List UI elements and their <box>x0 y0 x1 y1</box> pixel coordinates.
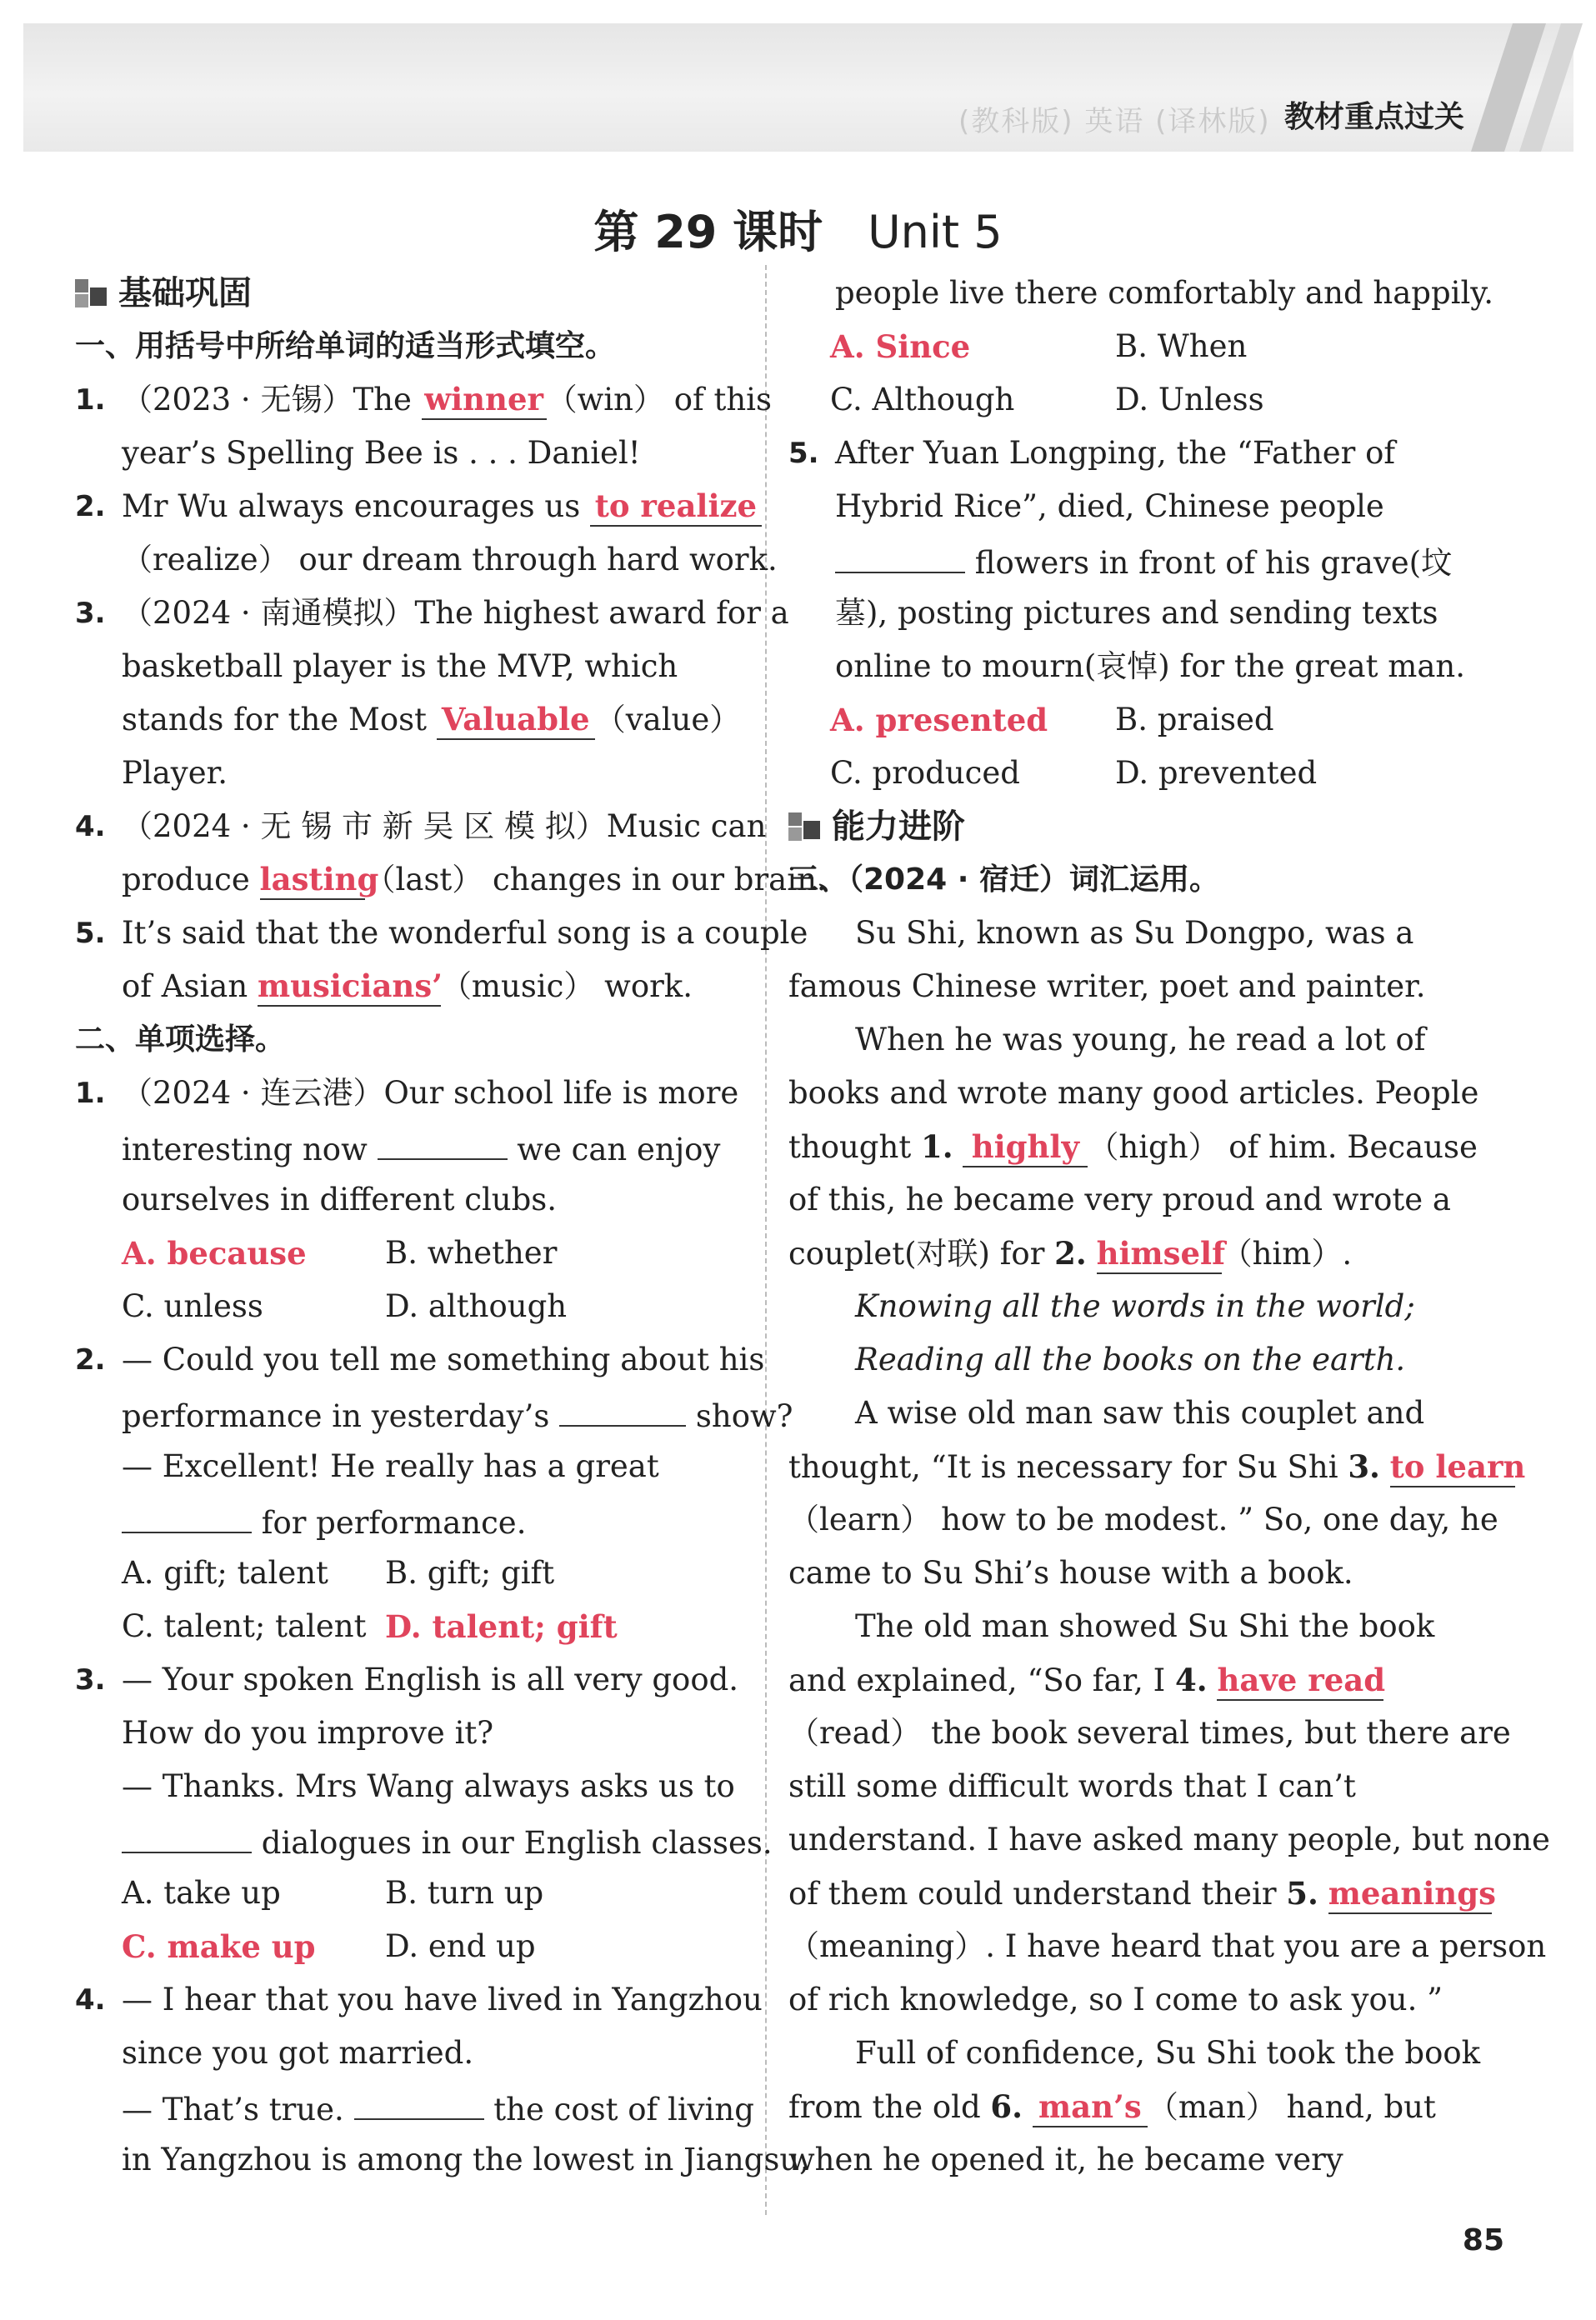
answer-blank[interactable] <box>354 2080 484 2120</box>
option-a[interactable]: A. take up <box>122 1875 281 1911</box>
answer-blank[interactable]: musicians’ <box>258 967 441 1007</box>
page-number: 85 <box>1462 2223 1504 2258</box>
answer-blank[interactable] <box>122 1813 252 1853</box>
question-text: dialogues in our English classes. <box>75 1813 758 1867</box>
choice-question-2: 2. — Could you tell me something about his <box>75 1342 765 1378</box>
passage-line: The old man showed Su Shi the book <box>855 1608 1435 1644</box>
question-text: — That’s true. the cost of living <box>75 2080 758 2133</box>
choice-question-1: 1. （2024 · 连云港）Our school life is more <box>75 1075 739 1111</box>
option-c[interactable]: C. Although <box>830 382 1015 418</box>
answer-blank[interactable]: to realize <box>590 487 762 527</box>
fill-question-3: 3. （2024 · 南通模拟）The highest award for a <box>75 595 789 631</box>
passage-line: A wise old man saw this couplet and <box>855 1395 1425 1431</box>
question-text: basketball player is the MVP, which <box>122 648 678 684</box>
answer-blank[interactable]: highly <box>963 1128 1088 1168</box>
fill-question-1: 1. （2023 · 无锡）The winner（win） of this <box>75 373 758 427</box>
passage-line: came to Su Shi’s house with a book. <box>788 1555 1353 1591</box>
option-d[interactable]: D. Unless <box>1115 382 1264 418</box>
passage-line: of them could understand their 5. meanings <box>788 1867 1460 1920</box>
question-text: Hybrid Rice”, died, Chinese people <box>835 488 1384 524</box>
passage-line: books and wrote many good articles. People <box>788 1075 1479 1111</box>
option-c[interactable]: C. talent; talent <box>122 1608 367 1644</box>
question-text: performance in yesterday’s show? <box>75 1387 758 1440</box>
part3-heading: 三、（2024 · 宿迁）词汇运用。 <box>788 862 1219 897</box>
options-row <box>75 1547 758 1600</box>
passage-line: when he opened it, he became very <box>788 2142 1343 2178</box>
options-row <box>788 693 1460 747</box>
fill-question-2: 2. Mr Wu always encourages us to realize <box>75 480 758 533</box>
options-row <box>75 1600 758 1653</box>
option-c-correct[interactable]: C. make up <box>122 1928 316 1965</box>
choice-question-4: 4. — I hear that you have lived in Yangzhou <box>75 1982 763 2018</box>
section-icon <box>75 279 108 308</box>
question-text: — Thanks. Mrs Wang always asks us to <box>122 1768 735 1804</box>
passage-line: of this, he became very proud and wrote a <box>788 1182 1451 1218</box>
part1-heading: 一、用括号中所给单词的适当形式填空。 <box>75 329 616 363</box>
section-basic-title: 基础巩固 <box>118 274 252 312</box>
passage-line: （meaning）. I have heard that you are a person <box>788 1928 1547 1964</box>
choice-question-3: 3. — Your spoken English is all very good. <box>75 1662 739 1698</box>
question-text: — Excellent! He really has a great <box>122 1448 659 1484</box>
question-text: people live there comfortably and happily. <box>835 275 1494 311</box>
passage-line: When he was young, he read a lot of <box>855 1022 1426 1058</box>
answer-blank[interactable]: Valuable <box>437 700 595 740</box>
option-c[interactable]: C. produced <box>830 755 1020 791</box>
answer-blank[interactable] <box>835 533 965 573</box>
option-b[interactable]: B. turn up <box>385 1875 544 1911</box>
answer-blank[interactable]: to learn <box>1390 1448 1515 1488</box>
option-a-correct[interactable]: A. presented <box>830 702 1048 738</box>
question-text: How do you improve it? <box>122 1715 494 1751</box>
question-text: Player. <box>122 755 228 791</box>
options-row <box>788 373 1460 427</box>
lesson-number: 第 29 课时 <box>593 206 823 258</box>
option-d[interactable]: D. end up <box>385 1928 536 1964</box>
question-text: produce lasting（last） changes in our brain. <box>75 853 758 907</box>
options-row <box>75 1280 758 1333</box>
options-row <box>75 1920 758 1973</box>
passage-line: from the old 6. man’s （man） hand, but <box>788 2080 1460 2133</box>
passage-line: （read） the book several times, but there are <box>788 1715 1511 1751</box>
left-column <box>75 267 827 2187</box>
choice-question-5: 5. After Yuan Longping, the “Father of <box>788 435 1396 471</box>
option-d[interactable]: D. prevented <box>1115 755 1318 791</box>
question-text: ourselves in different clubs. <box>122 1182 558 1218</box>
section-basic <box>75 267 758 320</box>
lesson-title <box>0 197 1596 261</box>
answer-blank[interactable] <box>378 1120 508 1160</box>
header-title: 教材重点过关 <box>1283 100 1464 134</box>
section-icon <box>788 812 822 841</box>
passage-line: famous Chinese writer, poet and painter. <box>788 968 1426 1004</box>
option-b[interactable]: B. whether <box>385 1235 558 1271</box>
passage-line: Full of confidence, Su Shi took the book <box>855 2035 1481 2071</box>
answer-blank[interactable]: have read <box>1217 1661 1383 1701</box>
option-c[interactable]: C. unless <box>122 1288 263 1324</box>
option-a-correct[interactable]: A. Since <box>830 328 971 365</box>
options-row <box>75 1867 758 1920</box>
passage-line: thought, “It is necessary for Su Shi 3. to learn <box>788 1440 1460 1493</box>
section-advanced-title: 能力进阶 <box>832 808 965 846</box>
couplet-line: Reading all the books on the earth. <box>855 1342 1406 1378</box>
part2-heading: 二、单项选择。 <box>75 1022 286 1057</box>
fill-question-5: 5. It’s said that the wonderful song is a couple <box>75 915 808 951</box>
options-row <box>75 1227 758 1280</box>
question-text: year’s Spelling Bee is . . . Daniel! <box>122 435 641 471</box>
options-row <box>788 747 1460 800</box>
passage-line: understand. I have asked many people, but none <box>788 1822 1550 1858</box>
option-b[interactable]: B. When <box>1115 328 1248 364</box>
answer-blank[interactable] <box>559 1387 686 1427</box>
passage-line: thought 1. highly （high） of him. Because <box>788 1120 1460 1173</box>
answer-blank[interactable]: man’s <box>1033 2088 1148 2128</box>
fill-question-4: 4. （2024 · 无 锡 市 新 吴 区 模 拟）Music can <box>75 808 767 844</box>
passage-line: of rich knowledge, so I come to ask you. ” <box>788 1982 1443 2018</box>
section-advanced <box>788 800 1460 853</box>
options-row <box>788 320 1460 373</box>
option-a[interactable]: A. gift; talent <box>122 1555 328 1591</box>
option-a-correct[interactable]: A. because <box>122 1235 307 1272</box>
passage-line: still some difficult words that I can’t <box>788 1768 1356 1804</box>
answer-blank[interactable]: lasting <box>260 860 365 900</box>
passage-line: and explained, “So far, I 4. have read <box>788 1653 1460 1707</box>
option-b[interactable]: B. gift; gift <box>385 1555 555 1591</box>
header-faded-text: (教科版) 英语 (译林版) <box>958 105 1271 138</box>
question-text: 墓), posting pictures and sending texts <box>835 595 1438 631</box>
question-text: stands for the Most Valuable （value） <box>75 693 758 747</box>
question-text: for performance. <box>75 1493 758 1547</box>
passage-line: （learn） how to be modest. ” So, one day, he <box>788 1502 1498 1538</box>
right-column <box>788 267 1550 2187</box>
answer-blank[interactable] <box>122 1493 252 1533</box>
question-text: of Asian musicians’（music） work. <box>75 960 758 1013</box>
question-text: （realize） our dream through hard work. <box>122 542 778 578</box>
option-b[interactable]: B. praised <box>1115 702 1274 738</box>
couplet-line: Knowing all the words in the world; <box>855 1288 1415 1324</box>
question-text: flowers in front of his grave(坟 <box>788 533 1460 587</box>
answer-blank[interactable]: himself <box>1097 1234 1222 1274</box>
question-text: since you got married. <box>122 2035 474 2071</box>
option-d[interactable]: D. although <box>385 1288 568 1324</box>
question-text: in Yangzhou is among the lowest in Jiangsu, <box>122 2142 809 2178</box>
lesson-unit: Unit 5 <box>868 206 1003 258</box>
question-text: interesting now we can enjoy <box>75 1120 758 1173</box>
passage-line: couplet(对联) for 2. himself（him）. <box>788 1227 1460 1280</box>
answer-blank[interactable]: winner <box>422 380 547 420</box>
option-d-correct[interactable]: D. talent; gift <box>385 1608 618 1645</box>
passage-line: Su Shi, known as Su Dongpo, was a <box>855 915 1414 951</box>
question-text: online to mourn(哀悼) for the great man. <box>835 648 1465 684</box>
answer-blank[interactable]: meanings <box>1328 1874 1492 1914</box>
